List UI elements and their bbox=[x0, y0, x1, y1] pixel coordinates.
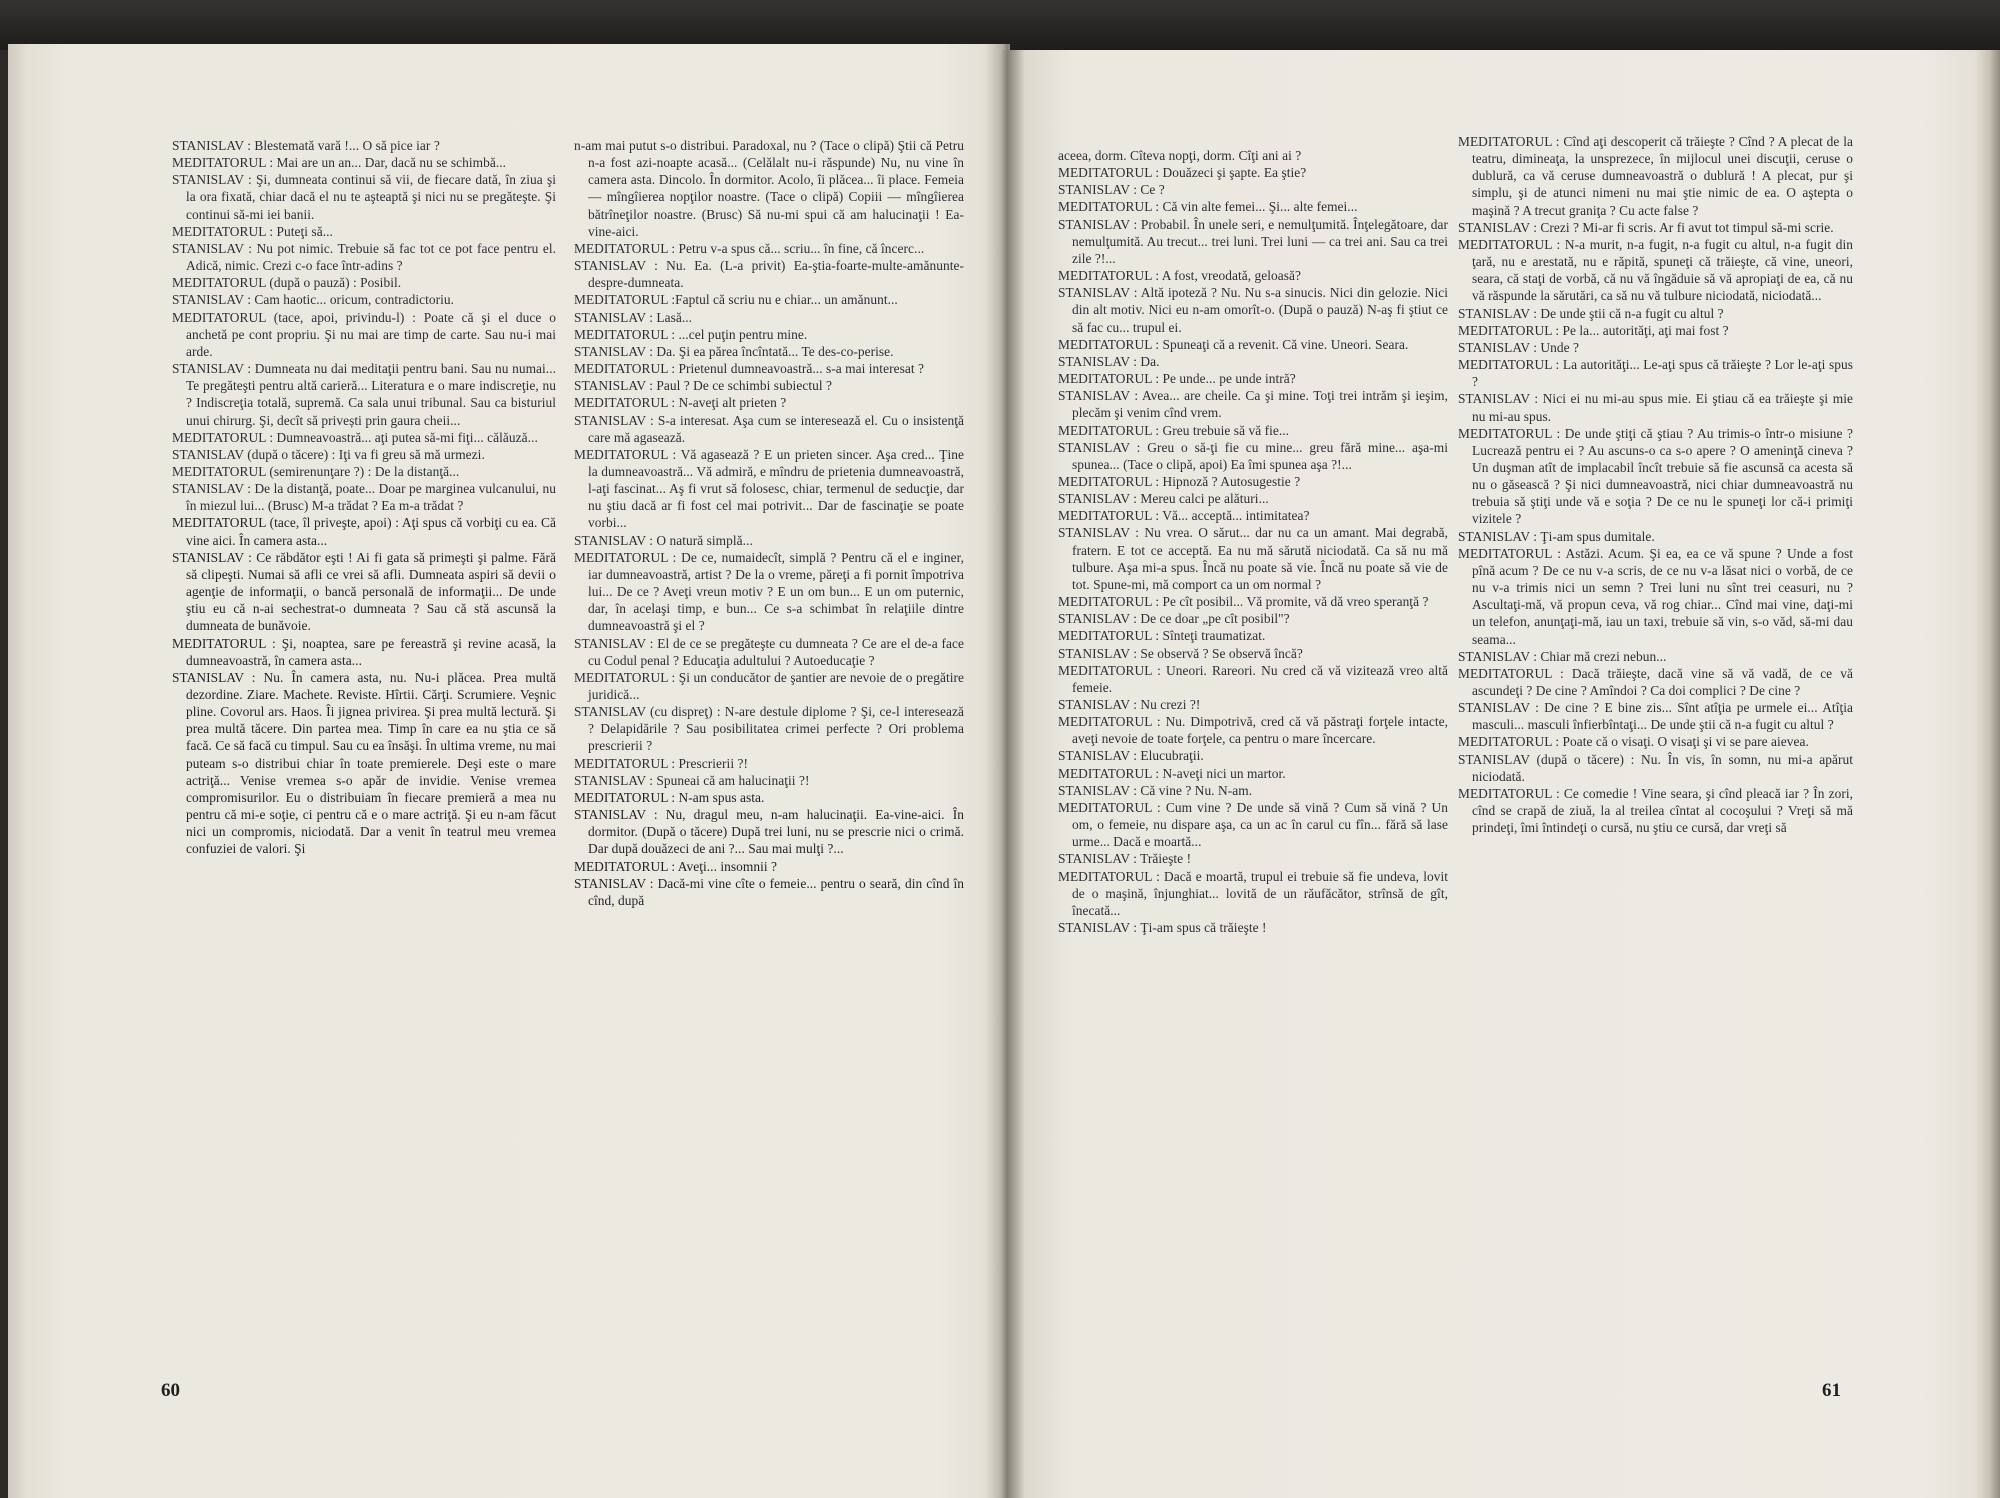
dialogue-paragraph: STANISLAV : Avea... are cheile. Ca şi mine. Toţi trei intrăm şi ieşim, plecăm şi venim cînd vrem. bbox=[1058, 388, 1448, 421]
dialogue-paragraph: STANISLAV : S-a interesat. Aşa cum se interesează el. Cu o insistenţă care mă agasează. bbox=[574, 412, 964, 445]
dialogue-paragraph: STANISLAV : Nu vrea. O sărut... dar nu ca un amant. Mai degrabă, fratern. E tot ce acceptă. Ea nu mă sărută niciodată. Ca să nu mă tulbure. Aşa mi-a spus. Încă nu poate să vie. Încă nu poate să vie de tot. Spune-mi, mă comport ca un om normal ? bbox=[1058, 525, 1448, 592]
dialogue-paragraph: MEDITATORUL : Sînteţi traumatizat. bbox=[1058, 628, 1266, 644]
dialogue-paragraph: STANISLAV : El de ce se pregăteşte cu dumneata ? Ce are el de-a face cu Codul penal ? Educaţia adultului ? Autoeducaţie ? bbox=[574, 635, 964, 668]
dialogue-paragraph: MEDITATORUL : N-a murit, n-a fugit, n-a fugit cu altul, n-a fugit din ţară, nu e arestată, nu e răpită, spuneţi că trăieşte, că vine, uneori, seara, că staţi de vorbă, că nu vă îngăduie să vă apropiaţi de ea, că nu vă răspunde la sărutări, ca să nu vă tulbure niciodată, niciodată... bbox=[1458, 236, 1853, 304]
dialogue-paragraph: STANISLAV : Chiar mă crezi nebun... bbox=[1458, 648, 1667, 664]
dialogue-paragraph: STANISLAV : Ce ? bbox=[1058, 182, 1165, 198]
dialogue-paragraph: n-am mai putut s-o distribui. Paradoxal, nu ? (Tace o clipă) Ştii că Petru n-a fost azi-noapte acasă... (Celălalt nu-i răspunde) Nu, nu vine în camera asta. Dincolo. În dormitor. Acolo, îi plăcea... îi place. Femeia — mîngîierea nopţilor noastre. (Tace o clipă) Copiii — mîngîierea bătrîneţilor noastre. (Brusc) Să nu-mi spui că am halucinaţii ! Ea-vine-aici. bbox=[574, 138, 964, 239]
dialogue-paragraph: STANISLAV : Nu. Ea. (L-a privit) Ea-ştia-foarte-multe-amănunte-despre-dumneata. bbox=[574, 258, 964, 291]
dialogue-paragraph: MEDITATORUL (după o pauză) : Posibil. bbox=[172, 275, 402, 291]
dialogue-paragraph: STANISLAV : Trăieşte ! bbox=[1058, 851, 1192, 867]
dialogue-paragraph: aceea, dorm. Cîteva nopţi, dorm. Cîţi ani ai ? bbox=[1058, 148, 1302, 163]
dialogue-paragraph: MEDITATORUL : Hipnoză ? Autosugestie ? bbox=[1058, 473, 1301, 489]
dialogue-paragraph: STANISLAV (după o tăcere) : Nu. În vis, în somn, nu mi-a apărut niciodată. bbox=[1458, 751, 1853, 784]
dialogue-paragraph: STANISLAV : Spuneai că am halucinaţii ?! bbox=[574, 772, 810, 788]
dialogue-paragraph: MEDITATORUL : Mai are un an... Dar, dacă nu se schimbă... bbox=[172, 155, 507, 171]
page-number-left: 60 bbox=[161, 1380, 180, 1401]
dialogue-paragraph: STANISLAV : Unde ? bbox=[1458, 339, 1579, 355]
dialogue-paragraph: STANISLAV : O natură simplă... bbox=[574, 532, 753, 548]
dialogue-paragraph: STANISLAV : Crezi ? Mi-ar fi scris. Ar fi avut tot timpul să-mi scrie. bbox=[1458, 219, 1834, 235]
dialogue-paragraph: MEDITATORUL (tace, îl priveşte, apoi) : Aţi spus că vorbiţi cu ea. Că vine aici. În camera asta... bbox=[172, 515, 556, 548]
dialogue-paragraph: STANISLAV : Greu o să-ţi fie cu mine... greu fără mine... aşa-mi spunea... (Tace o clipă, apoi) Ea îmi spunea aşa ?!... bbox=[1058, 439, 1448, 472]
dialogue-paragraph: MEDITATORUL : Vă agasează ? E un prieten sincer. Aşa cred... Ţine la dumneavoastră... Vă admiră, e mîndru de prietenia dumneavoastră, l-aţi fascinat... Aş fi vrut să folosesc, chiar, termenul de seducţie, dar nu ştiu dacă ar fi fost cel mai potrivit... Dar de fascinaţie se poate vorbi... bbox=[574, 446, 964, 531]
dialogue-paragraph: STANISLAV : Lasă... bbox=[574, 309, 693, 325]
dialogue-paragraph: STANISLAV : Cam haotic... oricum, contradictoriu. bbox=[172, 292, 455, 308]
dialogue-paragraph: MEDITATORUL : A fost, vreodată, geloasă? bbox=[1058, 268, 1302, 284]
dialogue-paragraph: MEDITATORUL : N-aveţi nici un martor. bbox=[1058, 765, 1286, 781]
dialogue-paragraph: MEDITATORUL (semirenunţare ?) : De la distanţă... bbox=[172, 463, 460, 479]
book-spine-shadow bbox=[985, 44, 1025, 1498]
left-page-column-2 bbox=[574, 137, 964, 909]
dialogue-paragraph: STANISLAV : Dacă-mi vine cîte o femeie... pentru o seară, din cînd în cînd, după bbox=[574, 875, 964, 908]
dialogue-paragraph: STANISLAV : De ce doar „pe cît posibil"? bbox=[1058, 611, 1290, 627]
dialogue-paragraph: STANISLAV : De la distanţă, poate... Doar pe marginea vulcanului, nu în miezul lui... (Brusc) M-a trădat ? Ea m-a trădat ? bbox=[172, 481, 556, 514]
dialogue-paragraph: MEDITATORUL : Puteţi să... bbox=[172, 223, 333, 239]
dialogue-paragraph: MEDITATORUL : Prescrierii ?! bbox=[574, 755, 748, 771]
dialogue-paragraph: MEDITATORUL : Petru v-a spus că... scriu... în fine, că încerc... bbox=[574, 240, 925, 256]
dialogue-paragraph: STANISLAV (după o tăcere) : Iţi va fi greu să mă urmezi. bbox=[172, 446, 485, 462]
dialogue-paragraph: STANISLAV : Ce răbdător eşti ! Ai fi gata să primeşti şi palme. Fără să clipeşti. Numai să afli ce vrei să afli. Dumneata aspiri să devii o agenţie de informaţii, o bancă personală de informaţii... De unde ştiu eu că n-ai sechestrat-o dumneata ? Sau că stă ascunsă la dumneata de bunăvoie. bbox=[172, 549, 556, 634]
dialogue-paragraph: MEDITATORUL : Dacă trăieşte, dacă vine să vă vadă, de ce vă ascundeţi ? De cine ? Amîndoi ? Ca doi complici ? De cine ? bbox=[1458, 665, 1853, 698]
dialogue-paragraph: MEDITATORUL :Faptul că scriu nu e chiar... un amănunt... bbox=[574, 292, 898, 308]
right-page-column-1 bbox=[1058, 147, 1448, 936]
dialogue-paragraph: MEDITATORUL : Nu. Dimpotrivă, cred că vă păstraţi forţele intacte, aveţi nevoie de toate forţele, ca pentru o mare încercare. bbox=[1058, 714, 1448, 747]
dialogue-paragraph: MEDITATORUL : ...cel puţin pentru mine. bbox=[574, 326, 808, 342]
page-edge bbox=[1974, 50, 2000, 1498]
dialogue-paragraph: MEDITATORUL : Pe unde... pe unde intră? bbox=[1058, 371, 1296, 387]
right-page-column-2 bbox=[1458, 133, 1853, 836]
dialogue-paragraph: STANISLAV : Dumneata nu dai meditaţii pentru bani. Sau nu numai... Te pregăteşti pentru altă carieră... Literatura e o mare indiscreţie, nu ? Indiscreţia totală, supremă. Ca sala unui tribunal. Sau ca bisturiul unui chirurg. Şi, decît să privești prin gaura cheii... bbox=[172, 361, 556, 428]
dialogue-paragraph: MEDITATORUL : Uneori. Rareori. Nu cred că vă vizitează vreo altă femeie. bbox=[1058, 662, 1448, 695]
dialogue-paragraph: MEDITATORUL : Cum vine ? De unde să vină ? Cum să vină ? Un om, o femeie, nu dispare aşa, ca un ac în carul cu fîn... fără să lase urme... Dacă e moartă... bbox=[1058, 799, 1448, 850]
dialogue-paragraph: MEDITATORUL : Şi, noaptea, sare pe fereastră şi revine acasă, la dumneavoastră, în camera asta... bbox=[172, 635, 556, 668]
dialogue-paragraph: MEDITATORUL : Dumneavoastră... aţi putea să-mi fiţi... călăuză... bbox=[172, 429, 538, 445]
dialogue-paragraph: STANISLAV : Nu crezi ?! bbox=[1058, 697, 1201, 712]
dialogue-paragraph: MEDITATORUL : Aveţi... insomnii ? bbox=[574, 858, 778, 874]
dialogue-paragraph: STANISLAV : Altă ipoteză ? Nu. Nu s-a sinucis. Nici din gelozie. Nici din alt motiv. Nici eu n-am omorît-o. (După o pauză) N-aş fi ştiut ce să fac cu... trupul ei. bbox=[1058, 285, 1448, 335]
dialogue-paragraph: STANISLAV : De cine ? E bine zis... Sînt atîţia pe urmele ei... Atîţia masculi... masculi înfierbîntaţi... De unde ştii că n-a fugit cu altul ? bbox=[1458, 700, 1853, 733]
dialogue-paragraph: MEDITATORUL : N-am spus asta. bbox=[574, 789, 765, 805]
dialogue-paragraph: MEDITATORUL : La autorităţi... Le-aţi spus că trăieşte ? Lor le-aţi spus ? bbox=[1458, 357, 1853, 390]
dialogue-paragraph: STANISLAV : Nu. În camera asta, nu. Nu-i plăcea. Prea multă dezordine. Ziare. Machete. Reviste. Hîrtii. Cărţi. Scrumiere. Veşnic pline. Covorul ars. Haos. Îi jignea privirea. Şi prea multă lectură. Şi prea multă tăcere. Din partea mea. Timp în care ea nu ştia ce să facă. Ce să facă cu timpul. Sau cu ea însăşi. În ultima vreme, nu mai puteam s-o distribui chiar în toate premierele. Deşi este o mare actriţă... Venise vremea s-o apăr de invidie. Venise vremea compromisurilor. Eu o distribuiam în fiecare premieră a mea nu pentru că mi-e soţie, ci pentru că e o mare actriţă. Şi eu n-am făcut nici un compromis, niciodată. Dar a venit în teatrul meu vremea confuziei de valori. Şi bbox=[172, 669, 556, 857]
dialogue-paragraph: STANISLAV : Ţi-am spus dumitale. bbox=[1458, 528, 1655, 544]
dialogue-paragraph: STANISLAV : Paul ? De ce schimbi subiectul ? bbox=[574, 378, 832, 394]
dialogue-paragraph: STANISLAV : Blestemată vară !... O să pice iar ? bbox=[172, 138, 440, 153]
dialogue-paragraph: STANISLAV : Da. bbox=[1058, 353, 1160, 369]
page-number-right: 61 bbox=[1822, 1380, 1841, 1401]
dialogue-paragraph: STANISLAV : Da. Şi ea părea încîntată... Te des-co-perise. bbox=[574, 343, 894, 359]
dialogue-paragraph: STANISLAV : Că vine ? Nu. N-am. bbox=[1058, 782, 1253, 798]
dialogue-paragraph: MEDITATORUL : Ce comedie ! Vine seara, şi cînd pleacă iar ? În zori, cînd se crapă de ziuă, la al treilea cîntat al cocoşului ? Vreţi să mă prindeţi, îmi întindeţi o cursă, nu ştiu ce cursă, dar vreţi să bbox=[1458, 785, 1853, 836]
dialogue-paragraph: STANISLAV : Mereu calci pe alături... bbox=[1058, 491, 1269, 507]
dialogue-paragraph: STANISLAV : Nu pot nimic. Trebuie să fac tot ce pot face pentru el. Adică, nimic. Crezi c-o face într-adins ? bbox=[172, 240, 556, 274]
dialogue-paragraph: MEDITATORUL : Pe la... autorităţi, aţi mai fost ? bbox=[1458, 322, 1729, 338]
dialogue-paragraph: STANISLAV : Elucubraţii. bbox=[1058, 748, 1204, 764]
dialogue-paragraph: STANISLAV : Probabil. În unele seri, e nemulţumită. Înţelegătoare, dar nemulţumită. Au trecut... trei luni. Trei luni — ca trei ani. Sau ca trei zile ?!... bbox=[1058, 216, 1448, 266]
dialogue-paragraph: MEDITATORUL : Poate că o visaţi. O visaţi şi vi se pare aievea. bbox=[1458, 734, 1809, 750]
dialogue-paragraph: MEDITATORUL : Dacă e moartă, trupul ei trebuie să fie undeva, lovit de o maşină, înjunghiat... lovită de un răufăcător, strînsă de gît, înecată... bbox=[1058, 868, 1448, 918]
dialogue-paragraph: STANISLAV : Ţi-am spus că trăieşte ! bbox=[1058, 920, 1267, 936]
dialogue-paragraph: MEDITATORUL : Pe cît posibil... Vă promite, vă dă vreo speranţă ? bbox=[1058, 594, 1429, 610]
dialogue-paragraph: MEDITATORUL : Spuneaţi că a revenit. Că vine. Uneori. Seara. bbox=[1058, 336, 1409, 352]
dialogue-paragraph: STANISLAV : Nici ei nu mi-au spus mie. Ei ştiau că ea trăieşte şi mie nu mi-au spus. bbox=[1458, 391, 1853, 424]
dialogue-paragraph: MEDITATORUL : Că vin alte femei... Şi... alte femei... bbox=[1058, 199, 1358, 215]
dialogue-paragraph: STANISLAV : Se observă ? Se observă încă? bbox=[1058, 645, 1303, 661]
dialogue-paragraph: MEDITATORUL : De ce, numaidecît, simplă ? Pentru că el e inginer, iar dumneavoastră, artist ? De la o vreme, păreţi a fi pornit împotriva lui... De ce ? Aveţi vreun motiv ? E un om bun... E un om puternic, dar, în acelaşi timp, e bun... Ce s-a schimbat în relaţiile dintre dumneavoastră şi el ? bbox=[574, 549, 964, 634]
dialogue-paragraph: STANISLAV (cu dispreţ) : N-are destule diplome ? Şi, ce-l interesează ? Delapidările ? Sau posibilitatea crimei perfecte ? Ori problema prescrierii ? bbox=[574, 704, 964, 754]
left-page-column-1 bbox=[172, 137, 556, 858]
dialogue-paragraph: MEDITATORUL : Şi un conducător de şantier are nevoie de o pregătire juridică... bbox=[574, 669, 964, 702]
dialogue-paragraph: MEDITATORUL : Douăzeci şi şapte. Ea ştie? bbox=[1058, 165, 1307, 181]
dialogue-paragraph: STANISLAV : Şi, dumneata continui să vii, de fiecare dată, în ziua şi la ora fixată, chiar dacă el nu te aşteaptă şi nici nu se pregăteşte. Şi continui să-mi iei banii. bbox=[172, 172, 556, 222]
dialogue-paragraph: MEDITATORUL : Astăzi. Acum. Şi ea, ea ce vă spune ? Unde a fost pînă acum ? De ce nu v-a scris, de ce nu v-a lăsat nici o vorbă, de ce nu v-a trimis nici un semn ? Trei luni nu sînt trei ceasuri, nu ? Ascultaţi-mă, vă propun ceva, vă rog chiar... Cînd mai vine, daţi-mi un telefon, anunţaţi-mă, iau un taxi, trebuie să vin, s-o văd, să-mi dau seama... bbox=[1458, 545, 1853, 647]
dialogue-paragraph: STANISLAV : De unde ştii că n-a fugit cu altul ? bbox=[1458, 305, 1724, 321]
dialogue-paragraph: STANISLAV : Nu, dragul meu, n-am halucinaţii. Ea-vine-aici. În dormitor. (După o tăcere) După trei luni, nu se prescrie nici o crimă. Dar după douăzeci de ani ?... Sau mai mulţi ?... bbox=[574, 807, 964, 857]
dialogue-paragraph: MEDITATORUL : Cînd aţi descoperit că trăieşte ? Cînd ? A plecat de la teatru, dimineaţa, la unsprezece, în mijlocul unei discuţii, ceruse o dublură, ca vă ceruse dumneavoastră o dublură ! A plecat, pur şi simplu, şi de atunci nimeni nu mai ştie nimic de ea. O aştepta o maşină ? A trecut graniţa ? Cu acte false ? bbox=[1458, 134, 1853, 218]
dialogue-paragraph: MEDITATORUL : Vă... acceptă... intimitatea? bbox=[1058, 508, 1310, 524]
dialogue-paragraph: MEDITATORUL : De unde ştiţi că ştiau ? Au trimis-o într-o misiune ? Lucrează pentru ei ? Au ascuns-o ca s-o apere ? O ameninţă cineva ? Un duşman atît de implacabil încît trebuie să fie ascunsă ca acesta să nu o găsească ? Şi nici dumneavoastră, nici chiar dumneavoastră nu trebuia să ştiţi unde vă e soţia ? De ce nu le spuneţi lor că-i primiţi vizitele ? bbox=[1458, 425, 1853, 527]
dialogue-paragraph: MEDITATORUL : Greu trebuie să vă fie... bbox=[1058, 422, 1290, 438]
dialogue-paragraph: MEDITATORUL : Prietenul dumneavoastră... s-a mai interesat ? bbox=[574, 361, 924, 377]
book-cover-edge bbox=[0, 0, 2000, 50]
dialogue-paragraph: MEDITATORUL : N-aveţi alt prieten ? bbox=[574, 395, 787, 411]
dialogue-paragraph: MEDITATORUL (tace, apoi, privindu-l) : Poate că şi el duce o anchetă pe cont propriu. Şi nu mai are timp de carte. Sau nu-i mai arde. bbox=[172, 309, 556, 359]
